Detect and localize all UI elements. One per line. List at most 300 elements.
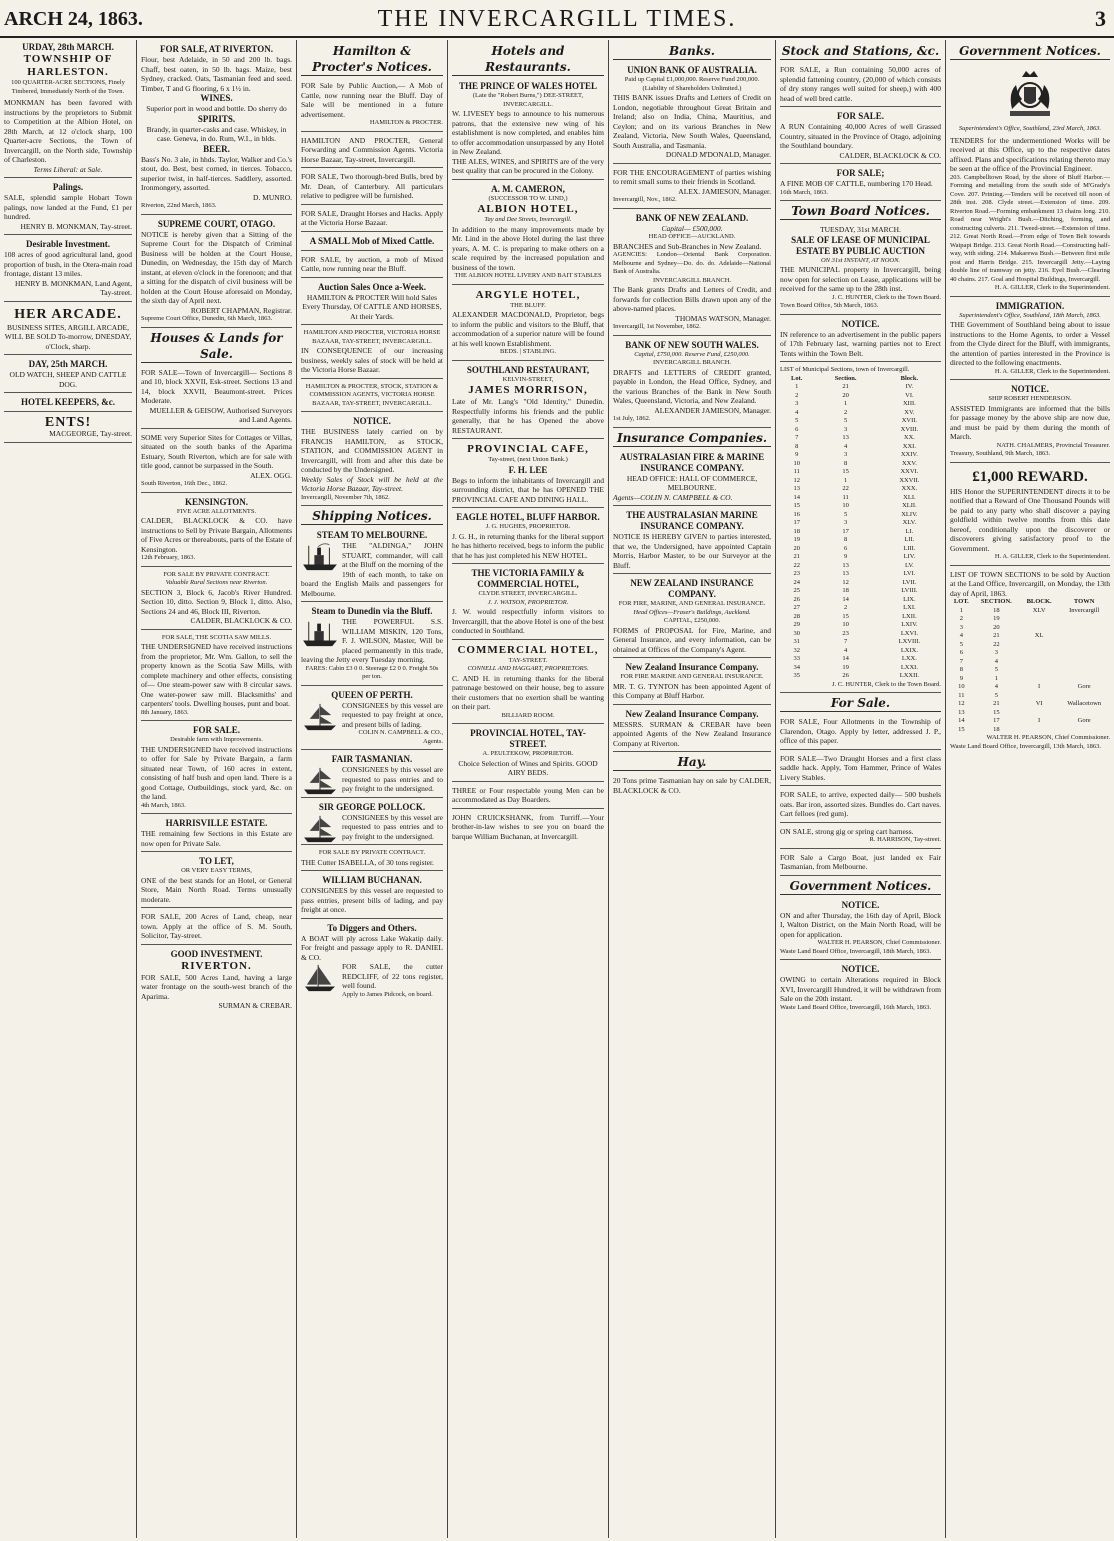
column-3 xyxy=(297,40,448,1538)
immigration-signature: H. A. GILLER, Clerk to the Superintendent. xyxy=(994,367,1110,375)
table-row xyxy=(780,494,941,503)
lease-sale-heading: SALE OF LEASE OF MUNICIPAL ESTATE BY PUBLIC AUCTION xyxy=(791,234,930,256)
oats-iron-ad: FOR SALE, to arrive, expected daily— 500 bushels oats. Bar iron, assorted sizes. Bundles do. Cart naves. Cart felloes (red gum). xyxy=(780,790,941,818)
to-let-ad: ONE of the best stands for an Hotel, or General Store, Main North Road. Terms unusually moderate. xyxy=(141,875,292,904)
table-cell: 35 xyxy=(793,672,800,679)
arcade-heading: HER ARCADE. xyxy=(14,306,122,322)
stock-stations-section-heading: Stock and Stations, &c. xyxy=(781,44,940,58)
list-signature: J. C. HUNTER, Clerk to the Town Board. xyxy=(831,680,941,688)
table-cell: 18 xyxy=(793,527,800,535)
nzic-head-office: Head Offices—Fraser's Buildings, Auckland. xyxy=(633,608,751,616)
table-cell xyxy=(1020,615,1058,624)
table-cell: 2 xyxy=(959,615,963,622)
table-row xyxy=(780,511,941,520)
table-cell: XV. xyxy=(904,408,915,416)
table-cell xyxy=(1020,649,1058,658)
run-40000-ad: A RUN Containing 40,000 Acres of well Grassed Country, situated in the Province of Otago, adjoining the Southland boundary. xyxy=(780,122,941,150)
table-row xyxy=(780,434,941,443)
block-xvi-notice: OWING to certain Alterations required in Block XVI, Invercargill Hundred, it will be withdrawn from Sale on the 20th instant. xyxy=(780,975,941,1003)
albion-hotel-ad: In addition to the many improvements made by Mr. Lind in the above Hotel during the last three years, A. M. C. is preparing to make others on a scale required by the increased population and business of the town. xyxy=(452,224,604,272)
table-cell: LVI. xyxy=(903,570,916,577)
munro-signature: D. MUNRO. xyxy=(253,192,292,202)
table-cell: 10 xyxy=(842,621,849,628)
table-cell: 25 xyxy=(793,587,800,594)
gig-harness-ad: ON SALE, strong gig or spring cart harness. xyxy=(780,826,914,836)
table-row xyxy=(950,624,1110,633)
union-bank-manager: DONALD M'DONALD, Manager. xyxy=(665,150,771,159)
albion-hotel-sub: Tay and Dee Streets, Invercargill. xyxy=(484,216,572,223)
draught-horses-sale-ad: FOR SALE—Two Draught Horses and a first class saddle hack. Apply, Tom Hammer, Prince of Wales Livery Stables. xyxy=(780,753,941,782)
pollock-heading: SIR GEORGE POLLOCK. xyxy=(318,801,426,812)
table-cell: 15 xyxy=(993,708,1000,716)
gov-notices-section-heading: Government Notices. xyxy=(780,878,941,895)
investment-ad: 108 acres of good agricultural land, good proportion of bush, in the Otera-main road frontage, distant 13 miles. xyxy=(4,250,132,278)
table-cell: 13 xyxy=(958,708,965,716)
table-cell: LXX. xyxy=(901,655,917,662)
table-row xyxy=(780,672,941,681)
table-cell: 8 xyxy=(795,442,799,450)
clarendon-allotments-ad: FOR SALE, Four Allotments in the Township of Clarendon, Otago. Apply by letter, addressed J. P., office of this paper. xyxy=(780,717,941,745)
weekly-sales-ad: HAMILTON & PROCTER Will hold Sales Every Thursday, Of CATTLE AND HORSES, At their Yards. xyxy=(302,292,442,321)
table-row xyxy=(950,649,1110,658)
sailing-ship-icon xyxy=(301,814,339,844)
supreme-court-heading: SUPREME COURT, OTAGO. xyxy=(157,218,276,229)
table-cell: 11 xyxy=(793,468,800,475)
table-cell: LIX. xyxy=(903,595,916,603)
table-cell xyxy=(1020,624,1058,633)
steamship-icon xyxy=(301,542,339,572)
albion-hotel-heading: ALBION HOTEL, xyxy=(477,203,579,215)
table-cell: LXVIII. xyxy=(898,638,921,645)
cattle-sale-heading: FOR SALE; xyxy=(836,168,885,178)
monkman-charleston-ad: MONKMAN has been favored with instructions by the proprietors to Submit to Competition at the Albion Hotel, on 28th March, at 12 o'clock sharp, 100 Quarter-acre Sections, the Town of Invercargill, on the North side, Township of Charleston. xyxy=(4,98,132,164)
hunter-signature: J. C. HUNTER, Clerk to the Town Board. xyxy=(831,293,941,301)
lee-name: F. H. LEE xyxy=(508,464,548,475)
harrisville-heading: HARRISVILLE ESTATE. xyxy=(165,818,268,828)
table-cell: 29 xyxy=(793,621,800,628)
run-sale-heading: FOR SALE. xyxy=(836,111,884,121)
column-5 xyxy=(609,40,776,1538)
table-cell: 14 xyxy=(842,655,849,662)
rural-heading: FOR SALE BY PRIVATE CONTRACT. xyxy=(163,570,270,578)
table-row xyxy=(780,638,941,647)
table-cell xyxy=(1020,641,1058,650)
table-row xyxy=(780,443,941,452)
for-sale-section-heading: For Sale. xyxy=(780,695,941,712)
afm-head-office: HEAD OFFICE: HALL OF COMMERCE, MELBOURNE. xyxy=(626,473,758,492)
superintendent-office: Superintendent's Office, Southland, 23rd March, 1863. xyxy=(958,125,1102,132)
bnz-capital: Capital— £500,000. xyxy=(661,223,723,233)
prince-of-wales-ales: THE ALES, WINES, and SPIRITS are of the very best quality that can be procured in the Colony. xyxy=(452,156,604,175)
cargo-boat-ad: FOR Sale a Cargo Boat, just landed ex Fair Tasmanian, from Melbourne. xyxy=(780,852,941,871)
hay-section-heading: Hay. xyxy=(613,754,771,771)
200-acres-ad: FOR SALE, 200 Acres of Land, cheap, near town. Apply at the office of S. M. South, Solicitor, Tay-street. xyxy=(141,912,292,940)
ogg-signature: ALEX. OGG. xyxy=(250,470,292,480)
table-cell: 12 xyxy=(842,578,849,586)
table-cell: 2 xyxy=(844,408,848,416)
watch-sale-ad: OLD WATCH, SHEEP AND CATTLE DOG. xyxy=(9,370,127,389)
good-investment-ad: FOR SALE, 500 Acres Land, having a large water frontage on the south-west branch of the Aparima. xyxy=(141,972,292,1001)
william-miskin-ad: THE POWERFUL S.S. WILLIAM MISKIN, 120 Tons, F. J. WILSON, Master, Will be placed permanently in this trade, leaving the Jetty every Tuesday morning. xyxy=(301,617,443,664)
table-header-cell: BLOCK. xyxy=(1026,598,1052,605)
table-row xyxy=(780,426,941,435)
horse-bazaar-heading: HAMILTON AND PROCTER, VICTORIA HORSE BAZAAR, TAY-STREET, INVERCARGILL. xyxy=(303,329,441,345)
remittance-ad: FOR THE ENCOURAGEMENT of parties wishing to remit small sums to their friends in Scotland. xyxy=(613,167,771,186)
table-cell: 22 xyxy=(793,561,800,569)
connell-haggart: CONNELL AND HAGGART, PROPRIETORS. xyxy=(467,665,589,672)
table-cell: 15 xyxy=(842,468,849,475)
table-cell: XLV xyxy=(1032,606,1046,614)
table-cell: 11 xyxy=(958,691,965,699)
table-cell: 9 xyxy=(795,451,799,458)
table-cell: 12 xyxy=(958,700,965,707)
reward-notice: HIS Honor the SUPERINTENDENT directs it to be notified that a Reward of One Thousand Pounds will be paid to any party who shall discover a paying goldfield within twelve months from this date hereof, conditionally upon the discoverer or discoverers giving satisfactory proof to the Government. xyxy=(950,486,1110,553)
table-row xyxy=(780,553,941,562)
table-cell: I xyxy=(1038,683,1041,690)
draught-horses-ad: FOR SALE, Draught Horses and Hacks. Apply at the Victoria Horse Bazaar. xyxy=(301,208,443,227)
table-cell: LIII. xyxy=(903,544,916,552)
sections-date: Waste Land Board Office, Invercargill, 13th March, 1863. xyxy=(950,742,1102,750)
nzic-heading: NEW ZEALAND INSURANCE COMPANY. xyxy=(630,578,754,599)
nzic-subheading: FOR FIRE, MARINE, AND GENERAL INSURANCE. xyxy=(618,600,766,607)
table-cell: 10 xyxy=(793,459,800,467)
saw-mills-heading: FOR SALE, THE SCOTIA SAW MILLS. xyxy=(161,633,272,641)
table-cell: LXII. xyxy=(902,612,917,620)
table-row xyxy=(780,485,941,494)
kensington-heading: KENSINGTON. xyxy=(184,496,249,507)
hp-signature: HAMILTON & PROCTER. xyxy=(369,119,443,126)
harrisville-ad: THE remaining few Sections in this Estate are now open for Private Sale. xyxy=(141,829,292,848)
billiard-room: BILLIARD ROOM. xyxy=(501,711,555,719)
dunedin-steam-heading: Steam to Dunedin via the Bluff. xyxy=(311,606,433,616)
calder-signature: CALDER, BLACKLOCK & CO. xyxy=(190,616,292,625)
reward-signature: H. A. GILLER, Clerk to the Superintendent. xyxy=(994,553,1110,560)
table-cell xyxy=(1058,726,1110,735)
table-header-cell: SECTION. xyxy=(980,598,1012,605)
table-cell: XLIV. xyxy=(901,510,918,518)
column-2 xyxy=(137,40,297,1538)
table-cell: 1 xyxy=(844,400,848,407)
cameron-name: A. M. CAMERON, xyxy=(491,183,565,194)
table-cell xyxy=(1058,666,1110,675)
walton-notice-heading: NOTICE. xyxy=(841,899,880,910)
table-cell xyxy=(1020,692,1058,701)
table-row xyxy=(950,683,1110,692)
bnsw-manager: ALEXANDER JAMIESON, Manager. xyxy=(654,405,771,415)
table-row xyxy=(780,596,941,605)
pearson-signature: WALTER H. PEARSON, Chief Commissioner. xyxy=(817,939,941,946)
table-cell: XLI. xyxy=(903,493,916,501)
bnz-date: Invercargill, 1st November, 1862. xyxy=(613,323,701,330)
steamship-icon xyxy=(301,618,339,648)
table-cell: 6 xyxy=(959,649,963,656)
sailing-ship-icon xyxy=(301,702,339,732)
table-cell: 4 xyxy=(844,646,848,654)
saw-mills-ad: THE UNDERSIGNED have received instructions from the proprietor, Mr. Wm. Gallon, to sell the property known as the Scotia Saw Mills, with complete machinery and other effects, consisting of— One steam-power saw with 8 circular saws. One water-power saw mill. Blacksmiths' and carpenters' tools. Dwelling houses, punt and boat. xyxy=(141,642,292,708)
provincial-hotel-heading: PROVINCIAL HOTEL, TAY-STREET. xyxy=(470,728,586,749)
table-cell xyxy=(1058,675,1110,684)
table-cell: 14 xyxy=(793,493,800,501)
tynton-ad: MR. T. G. TYNTON has been appointed Agent of this Company at Bluff Harbor. xyxy=(613,681,771,700)
table-cell: XLII. xyxy=(902,502,917,509)
fares-table: FARES: Cabin £3 0 0. Steerage £2 0 0. Freight 50s per ton. xyxy=(305,664,439,680)
table-cell: 24 xyxy=(793,578,800,586)
reward-heading: £1,000 REWARD. xyxy=(972,468,1088,485)
riverton-items: Flour, best Adelaide, in 50 and 200 lb. bags. Chaff, best oaten, in 50 lb. bags. Maize, best Sydney, cracked. Oats, Tasmanian feed and seed. Timber, T and G flooring, 6 x 1½ in. xyxy=(141,55,292,93)
table-cell: 8 xyxy=(844,459,848,467)
commercial-hotel-ad: C. AND H. in returning thanks for the liberal patronage bestowed on their house, beg to assure their customers that no exertion shall be wanting on their part. xyxy=(452,673,604,711)
table-cell: XXVII. xyxy=(899,476,920,484)
bnz-head-office: HEAD OFFICE—AUCKLAND. xyxy=(648,233,736,240)
queen-of-perth-ad: CONSIGNEES by this vessel are requested to pay freight at once, and present bills of lading. xyxy=(342,700,443,729)
union-bank-capital: Paid up Capital £1,000,000. Reserve Fund 200,000. (Liability of Shareholders Unlimited.) xyxy=(624,76,760,92)
table-cell: 18 xyxy=(993,606,1000,614)
table-cell: 14 xyxy=(842,595,849,603)
town-sections-list-heading: LIST OF TOWN SECTIONS to be sold by Auction at the Land Office, Invercargill, on Monday, the 13th day of April, 1863. xyxy=(950,569,1110,598)
table-cell: Gore xyxy=(1077,683,1091,690)
bulls-sale-ad: FOR SALE, Two thorough-bred Bulls, bred by Mr. Dean, of Canterbury. All particulars relative to pedigree will be furnished. xyxy=(301,172,443,200)
union-bank-heading: UNION BANK OF AUSTRALIA. xyxy=(627,65,757,75)
argyle-beds-stabling: BEDS. | STABLING. xyxy=(499,348,557,355)
victoria-hotel-heading: THE VICTORIA FAMILY & COMMERCIAL HOTEL, xyxy=(471,568,585,589)
table-cell: 3 xyxy=(844,451,848,458)
table-row xyxy=(780,536,941,545)
table-cell: LXVI. xyxy=(900,629,918,637)
table-cell: 21 xyxy=(793,553,800,560)
rural-subheading: Valuable Rural Sections near Riverton. xyxy=(165,579,268,586)
watch-sale-heading: DAY, 25th MARCH. xyxy=(28,359,108,369)
table-cell: 7 xyxy=(959,657,963,665)
table-row xyxy=(780,477,941,486)
table-cell: 4 xyxy=(795,408,799,416)
henderson-notice: ASSISTED Immigrants are informed that the bills for passage money by the above ship are now due, and must be paid by them during the month of March. xyxy=(950,403,1110,441)
fair-tasmanian-ad: CONSIGNEES by this vessel are requested to pass entries and to pay freight to the undersigned. xyxy=(342,765,443,793)
to-let-subheading: OR VERY EASY TERMS, xyxy=(181,867,252,874)
kensington-subheading: FIVE ACRE ALLOTMENTS. xyxy=(176,507,257,515)
table-cell: LXIX. xyxy=(900,646,918,654)
watson-proprietor: J. J. WATSON, PROPRIETOR. xyxy=(487,598,569,606)
table-cell: 13 xyxy=(842,561,849,569)
table-row xyxy=(950,675,1110,684)
court-registrar: ROBERT CHAPMAN, Registrar. xyxy=(190,305,292,315)
chalmers-date: Treasury, Southland, 9th March, 1863. xyxy=(950,450,1051,457)
hotel-keepers-heading: HOTEL KEEPERS, &c. xyxy=(20,397,116,407)
table-cell: 3 xyxy=(844,425,848,433)
supreme-court-notice: NOTICE is hereby given that a Sitting of the Supreme Court for the Dispatch of Criminal Business will be holden at the Court House, Dunedin, on Wednesday, the 15th day of March instant, at eleven o'clock in the forenoon; and that a sitting for the dispatch of civil business will be holden at the Court House aforesaid on Monday, the sixth day of April next. xyxy=(141,229,292,305)
prince-of-wales-sub: (Late the "Robert Burns,") DEE-STREET, INVERCARGILL. xyxy=(472,92,584,108)
table-cell: LXI. xyxy=(903,604,916,611)
bnz-manager: THOMAS WATSON, Manager. xyxy=(675,313,771,323)
farm-sale-date: 4th March, 1863. xyxy=(141,801,186,809)
tenders-signature: H. A. GILLER, Clerk to the Superintendent. xyxy=(994,284,1110,291)
bnsw-ad: DRAFTS and LETTERS of CREDIT granted, payable in London, the Head Office, Sydney, and the various Branches of the Bank in New South Wales, Queensland, Victoria, and New Zealand. xyxy=(613,367,771,405)
spirits-list: Brandy, in quarter-casks and case. Whiskey, in case. Geneva, in do. Rum, W.I., in blds. xyxy=(146,124,287,143)
spirits-heading: SPIRITS. xyxy=(197,113,236,124)
fair-tasmanian-heading: FAIR TASMANIAN. xyxy=(331,754,413,764)
table-cell: 16 xyxy=(793,510,800,518)
weekly-sales-heading: Auction Sales Once a-Week. xyxy=(318,281,426,292)
table-cell: Invercargill xyxy=(1069,606,1100,614)
table-cell: 3 xyxy=(959,623,963,631)
table-row xyxy=(780,545,941,554)
table-cell: 20 xyxy=(842,391,849,399)
table-cell: IV. xyxy=(905,383,914,390)
bnsw-invercargill-branch: INVERCARGILL BRANCH. xyxy=(652,359,732,366)
table-row xyxy=(950,641,1110,650)
good-investment-heading: GOOD INVESTMENT. xyxy=(170,948,263,959)
bnsw-capital: Capital, £750,000. Reserve Fund, £250,000. xyxy=(634,350,750,358)
table-row xyxy=(780,409,941,418)
eagle-hotel-ad: J. G. H., in returning thanks for the liberal support he has hitherto received, begs to inform the public that he has just completed his NEW HOTEL. xyxy=(452,531,604,560)
table-row xyxy=(950,666,1110,675)
block-xvi-date: Waste Land Board Office, Invercargill, 16th March, 1863. xyxy=(780,1003,932,1011)
table-row xyxy=(780,400,941,409)
lease-sale-date: TUESDAY, 31st MARCH. xyxy=(820,225,901,234)
town-board-section-heading: Town Board Notices. xyxy=(780,203,941,220)
immigration-notice: THE Government of Southland being about to issue instructions to the Home Agents, to order a Vessel from the Clyde direct for the Bluff, with immigrants, the attention of parties interested in the Province is directed to the following enactments. xyxy=(950,320,1110,367)
tenders-items: 203. Campbelltown Road, by the shore of Bluff Harbor.—Forming and metalling from the south side of M'Grady's Cove. 207. Printing.—Tenders will be received till noon of 28th inst. 208. Clyde street.—Extension of time. 209. Riverton Road.—Forming embankment 13 chains long. 210. Road near Wright's Bush.—Ditching, forming, and constructing culverts. 211. Tweed-street.—Extension of time. 212. Great North Road.—From edge of Town Belt towards Waipapi Bridge. 213. Great North Road.—Constructing half-way, with siding. 214. Makarewa Bush.—Between first mile post and Harris Bridge. 215. Invercargill Jetty.—Laying double line of tramway on jetty. 216. Eyel Bush.—Clearing 40 chains. 217. Goal and Hospital Buildings, Invercargill. xyxy=(950,173,1110,283)
table-cell: 31 xyxy=(793,638,800,645)
table-cell: XXX. xyxy=(901,485,918,492)
table-cell: 5 xyxy=(844,417,848,424)
column-6 xyxy=(776,40,946,1538)
table-cell: XVIII. xyxy=(900,425,919,433)
column-1 xyxy=(0,40,137,1538)
table-cell: 12 xyxy=(793,476,800,484)
provincial-cafe-sub: Tay-street, (next Union Bank.) xyxy=(488,456,568,463)
table-cell: 21 xyxy=(842,383,849,390)
table-cell xyxy=(1020,726,1058,735)
table-cell: XXV. xyxy=(901,459,917,467)
table-cell: LII. xyxy=(904,536,915,543)
table-cell: 15 xyxy=(793,502,800,509)
table-cell: 18 xyxy=(993,725,1000,733)
eagle-hotel-sub: J. G. HUGHES, PROPRIETOR. xyxy=(485,523,571,530)
table-cell: 5 xyxy=(959,640,963,648)
page-number: 3 xyxy=(1095,6,1106,31)
morrison-name: JAMES MORRISON, xyxy=(468,384,588,396)
bnz-heading: BANK OF NEW ZEALAND. xyxy=(635,212,749,223)
table-cell: 4 xyxy=(959,632,963,639)
table-cell: 3 xyxy=(844,519,848,526)
table-cell: 19 xyxy=(842,663,849,671)
issue-date: ARCH 24, 1863. xyxy=(4,8,143,30)
table-cell: LVII. xyxy=(902,578,917,586)
general-agents-ad: HAMILTON AND PROCTER, General Forwarding and Commission Agents. Victoria Horse Bazaar, Tay-street, Invercargill. xyxy=(301,135,443,164)
table-row xyxy=(780,630,941,639)
surman-crebar-ad: MESSRS. SURMAN & CREBAR have been appointed Agents of the New Zealand Insurance Company at Riverton. xyxy=(613,719,771,748)
table-cell: 3 xyxy=(795,400,799,407)
table-cell: 21 xyxy=(993,632,1000,639)
table-cell: 2 xyxy=(795,391,799,399)
morrison-ad: Late of Mr. Lang's "Old Identity," Dunedin. Respectfully informs his friends and the public generally, that he has Opened the above RESTAURANT. xyxy=(452,397,604,435)
campbell-signature: COLIN N. CAMPBELL & CO., Agents. xyxy=(358,729,443,745)
table-header-cell: Section. xyxy=(834,374,857,382)
beer-list: Bass's No. 3 ale, in hhds. Taylor, Walker and Co.'s stout, do. Best, best corned, in tierces. Tobacco, superior twist, in half-tierces. Saddlery, assorted. Ironmongery, assorted. xyxy=(141,154,292,192)
royal-coat-of-arms-icon xyxy=(1000,63,1060,123)
nzic-ad: FORMS of PROPOSAL for Fire, Marine, and General Insurance, and every information, can be obtained at Offices of the Company's Agent. xyxy=(613,625,771,654)
palings-heading: Palings. xyxy=(52,182,84,192)
table-cell: 18 xyxy=(842,587,849,594)
block-xvi-notice-heading: NOTICE. xyxy=(841,964,880,974)
municipal-list-heading: LIST of Municipal Sections, town of Invercargill. xyxy=(780,366,910,373)
surman-crebar-signature: SURMAN & CREBAR. xyxy=(218,1001,292,1010)
redcliff-ad: FOR SALE, the cutter REDCLIFF, of 22 tons register, well found. xyxy=(342,962,443,990)
newspaper-title: THE INVERCARGILL TIMES. xyxy=(377,6,737,32)
table-row xyxy=(780,613,941,622)
weekly-stock-note: Weekly Sales of Stock will be held at the Victoria Horse Bazaar, Tay-street. xyxy=(301,474,443,493)
table-row xyxy=(780,451,941,460)
aldinga-ad: THE "ALDINGA," JOHN STUART, commander, will call at the Bluff on the morning of the 19th of each month, to take on board the English Mails and passengers for Melbourne. xyxy=(301,541,443,598)
commercial-hotel-sub: TAY-STREET. xyxy=(508,656,548,664)
mueller-signature: MUELLER & GEISOW, Authorised Surveyors and Land Agents. xyxy=(149,405,292,424)
table-cell: 9 xyxy=(959,674,963,682)
table-cell xyxy=(1020,658,1058,667)
farm-sale-subheading: Desirable farm with Improvements. xyxy=(170,736,263,743)
table-cell: 9 xyxy=(844,553,848,560)
table-row xyxy=(780,519,941,528)
investment-signature: HENRY B. MONKMAN, Land Agent, Tay-street. xyxy=(14,278,132,297)
table-cell: 26 xyxy=(793,595,800,603)
afm-heading: AUSTRALASIAN FIRE & MARINE INSURANCE COMPANY. xyxy=(619,451,765,473)
table-row xyxy=(780,570,941,579)
cattle-sale-ad: A FINE MOB OF CATTLE, numbering 170 Head. xyxy=(780,179,933,188)
table-cell: 22 xyxy=(842,485,849,492)
table-cell: 33 xyxy=(793,655,800,662)
remittance-manager: ALEX. JAMIESON, Manager. xyxy=(678,186,771,196)
bnz-branch-ad: The Bank grants Drafts and Letters of Credit, and forwards for collection Bills drawn upon any of the above-named places. xyxy=(613,285,771,313)
table-cell: 4 xyxy=(994,657,998,665)
buchanan-heading: WILLIAM BUCHANAN. xyxy=(322,875,422,885)
table-cell: LIV. xyxy=(903,553,916,560)
isabella-heading: FOR SALE BY PRIVATE CONTRACT. xyxy=(318,849,426,856)
table-row xyxy=(780,579,941,588)
table-cell xyxy=(1058,709,1110,718)
table-cell xyxy=(1058,649,1110,658)
table-cell: XLV. xyxy=(902,519,917,526)
albion-stables: THE ALBION HOTEL LIVERY AND BAIT STABLES xyxy=(454,272,602,279)
table-cell: LXXII. xyxy=(899,672,920,679)
table-cell: XXIV. xyxy=(900,451,918,458)
isabella-ad: THE Cutter ISABELLA, of 30 tons register. xyxy=(301,857,434,867)
table-cell: XVII. xyxy=(901,417,918,424)
table-cell xyxy=(1020,666,1058,675)
table-row xyxy=(950,658,1110,667)
table-cell xyxy=(1058,692,1110,701)
eagle-hotel-heading: EAGLE HOTEL, BLUFF HARBOR. xyxy=(456,512,600,522)
pollock-ad: CONSIGNEES by this vessel are requested to pass entries and to pay freight to the undersigned. xyxy=(342,812,443,841)
table-cell: 6 xyxy=(844,544,848,552)
table-cell: 27 xyxy=(793,604,800,611)
table-row xyxy=(780,502,941,511)
table-cell: 34 xyxy=(793,663,800,671)
table-row xyxy=(950,632,1110,641)
table-row xyxy=(780,468,941,477)
table-cell: 20 xyxy=(793,544,800,552)
hotels-section-heading: Hotels and Restaurants. xyxy=(452,43,604,76)
table-cell: 28 xyxy=(793,612,800,620)
table-cell: 5 xyxy=(795,417,799,424)
wines-heading: WINES. xyxy=(200,93,233,103)
table-cell: XIII. xyxy=(902,400,916,407)
provincial-hotel-ad: Choice Selection of Wines and Spirits. GOOD AIRY BEDS. xyxy=(458,758,598,777)
table-row xyxy=(780,604,941,613)
table-cell: VI. xyxy=(905,391,914,399)
queen-of-perth-heading: QUEEN OF PERTH. xyxy=(331,689,413,700)
table-row xyxy=(950,615,1110,624)
table-cell: 1 xyxy=(959,606,963,614)
table-cell: 21 xyxy=(993,700,1000,707)
